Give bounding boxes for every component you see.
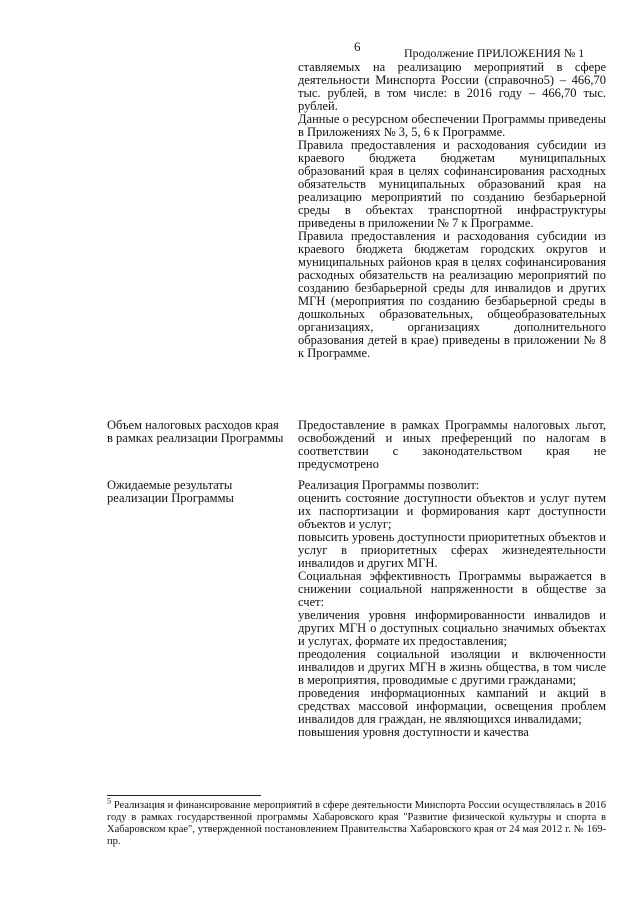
results-paragraph: повысить уровень доступности приоритетных объектов и услуг в приоритетных сферах жизнедеятельности инвалидов и других МГН.	[298, 530, 606, 570]
results-paragraph: повышения уровня доступности и качества	[298, 725, 529, 739]
resource-text	[298, 61, 606, 360]
tax-expenditure-label: Объем налоговых расходов края в рамках реализации Программы	[107, 418, 284, 445]
footnote	[107, 796, 607, 848]
tax-expenditure-text	[298, 419, 606, 471]
resource-paragraph: Данные о ресурсном обеспечении Программы приведены в Приложениях № 3, 5, 6 к Программе.	[298, 112, 606, 139]
expected-results-label: Ожидаемые результаты реализации Программы	[107, 478, 234, 505]
continuation-header: Продолжение ПРИЛОЖЕНИЯ № 1	[404, 46, 585, 60]
resource-paragraph: Правила предоставления и расходования субсидии из краевого бюджета бюджетам городских округов и муниципальных районов края в целях софинансирования расходных обязательств на реализацию мероприятий по созданию безбарьерной среды для инвалидов и других МГН (мероприятия по созданию безбарьерной среды в дошкольных образовательных, общеобразовательных организациях, организациях дополнительного образования детей в крае) приведены в приложении № 8 к Программе.	[298, 229, 606, 360]
tax-expenditure-paragraph: Предоставление в рамках Программы налоговых льгот, освобождений и иных преференций по налогам в соответствии с законодательством края не предусмотрено	[298, 418, 606, 471]
results-paragraph: Реализация Программы позволит:	[298, 478, 480, 492]
resource-paragraph: Правила предоставления и расходования субсидии из краевого бюджета бюджетам муниципальных образований края в целях софинансирования расходных обязательств муниципальных образований края на реализацию мероприятий по созданию безбарьерной среды в объектах транспортной инфраструктуры приведены в приложении № 7 к Программе.	[298, 138, 606, 230]
results-paragraph: оценить состояние доступности объектов и услуг путем их паспортизации и формирования карт доступности объектов и услуг;	[298, 491, 606, 531]
footnote-separator	[107, 795, 261, 796]
results-paragraph: увеличения уровня информированности инвалидов и других МГН о доступных социально значимых объектах и услугах, формате их предоставления;	[298, 608, 606, 648]
expected-results-text	[298, 479, 606, 739]
results-paragraph: проведения информационных кампаний и акций в средствах массовой информации, освещения проблем инвалидов для граждан, не являющихся инвалидами;	[298, 686, 606, 726]
footnote-text: Реализация и финансирование мероприятий в сфере деятельности Минспорта России осуществлялась в 2016 году в рамках государственной программы Хабаровского края "Развитие физической культуры и спорта в Хабаровском крае", утвержденной постановлением Правительства Хабаровского края от 24 мая 2012 г. № 169-пр.	[107, 800, 607, 847]
results-paragraph: Социальная эффективность Программы выражается в снижении социальной напряженности в обществе за счет:	[298, 569, 606, 609]
page-number: 6	[354, 39, 361, 54]
results-paragraph: преодоления социальной изоляции и включенности инвалидов и других МГН в жизнь общества, в том числе в мероприятия, проводимые с другими гражданами;	[298, 647, 606, 687]
footnote-marker: 5	[107, 796, 111, 806]
resource-paragraph: ставляемых на реализацию мероприятий в сфере деятельности Минспорта России (справочно5) – 466,70 тыс. рублей, в том числе: в 2016 году – 466,70 тыс. рублей.	[298, 60, 606, 113]
